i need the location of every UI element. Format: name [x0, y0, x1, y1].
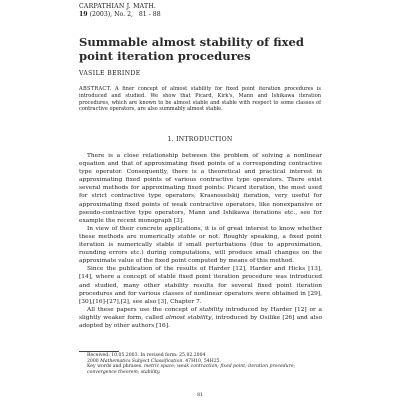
paragraph-1: There is a close relationship between the problem of solving a nonlinear equation and that of approximating fixed points of a corresponding contractive type operator. Consequently, there is a theoretical and practical interest in approximating fixed points of various contractive type operators. There exist several methods for approximating fixed points: Picard iteration, the most used for strict contractive type operators, Krasnoselskij iteration, very useful for approximating fixed points of weak contractive operators, like nonexpansive or pseudo-contractive type operators, Mann and Ishikawa iterations etc., see for example the recent monograph [3].: [79, 153, 322, 224]
abstract: [79, 86, 321, 113]
footnote-keywords: Key words and phrases. metric space; weak contraction; fixed point; iteration procedure; convergence theorem; stability.: [87, 364, 296, 375]
body-text: [79, 152, 322, 330]
journal-volume: 19: [79, 11, 88, 19]
emphasis-stable: stable: [177, 233, 196, 240]
journal-header: [79, 3, 161, 20]
footnote-rule: [79, 351, 119, 352]
abstract-text: A finer concept of almost stability for fixed point iteration procedures is introduced and studied. We show that Picard, Kirk's, Mann and Ishikawa iteration procedures, which are known to be almost stable and stable with respect to some classes of contractive operators, are also summably almost stable.: [79, 86, 321, 113]
footnote-msc: 2000 Mathematics Subject Classification. 47H10, 54H25.: [87, 358, 222, 364]
emphasis-almost-stability: almost stability: [165, 314, 212, 321]
journal-name: CARPATHIAN J. MATH.: [79, 3, 157, 10]
emphasis-stability: stability: [199, 306, 224, 313]
paragraph-3: Since the publication of the results of Harder [12], Harder and Hicks [13], [14], where a concept of stable fixed point iteration procedure was introduced and studied, many other stability results for several fixed point iteration procedures and for various classes of nonlinear operators were obtained in [29],[30],[16]-[27],[2], see also [3], Chapter 7.: [79, 266, 322, 305]
abstract-label: ABSTRACT.: [79, 86, 112, 92]
journal-issue: (2003), No. 2,: [87, 11, 133, 19]
paragraph-2: In view of their concrete applications, it is of great interest to know whether these methods are numerically stable or not. Roughly speaking, a fixed point iteration is numerically stable if small perturbations (due to approximation, rounding errors etc.) during computations, will produce small changes on the approximate value of the fixed point computed by means of this method.: [79, 225, 322, 265]
page-number: 81: [197, 393, 203, 398]
author-name: VASILE BERINDE: [79, 70, 141, 77]
paragraph-4: All these papers use the concept of stability introduced by Harder [12] or a slightly weaker form, called almost stability, introduced by Osilike [26] and also adopted by other authors [16].: [79, 306, 322, 329]
footnote-received: Received: 10.05.2003. In revised form: 25.02.2004: [87, 353, 206, 358]
section-heading: 1. INTRODUCTION: [167, 136, 233, 143]
journal-pages: 81 - 88: [138, 11, 161, 19]
footnotes: [79, 353, 322, 375]
paper-title: Summable almost stability of fixed point iteration procedures: [79, 35, 305, 63]
journal-volume-line: [79, 11, 161, 19]
